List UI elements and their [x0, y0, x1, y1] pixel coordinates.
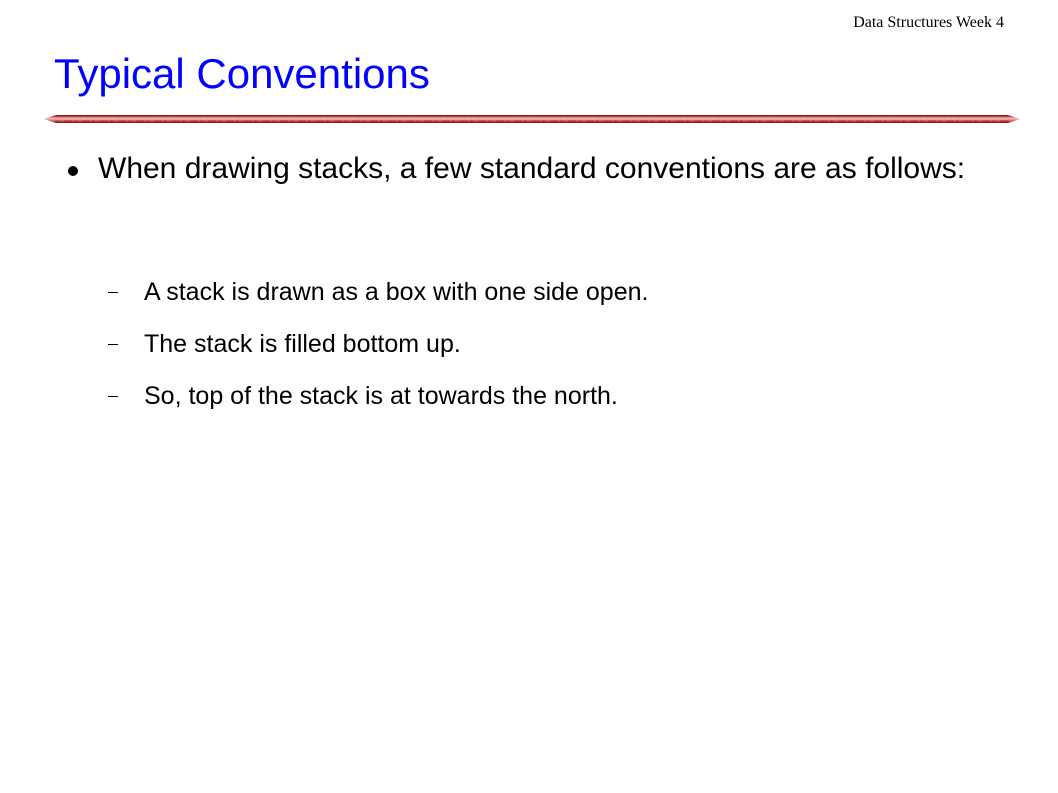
- sub-bullet-item: [106, 329, 1006, 359]
- sub-bullet-text: A stack is drawn as a box with one side open.: [144, 278, 649, 306]
- header-note: Data Structures Week 4: [853, 14, 1004, 31]
- sub-bullet-item: [106, 277, 1006, 307]
- bullet-item: [66, 144, 986, 194]
- dash-bullet-icon: [108, 396, 118, 397]
- bullet-text: When drawing stacks, a few standard conventions are as follows:: [98, 152, 966, 185]
- sub-bullet-item: [106, 381, 1006, 411]
- dash-bullet-icon: [108, 292, 118, 293]
- slide-title: Typical Conventions: [54, 50, 430, 97]
- bullet-dot-icon: [68, 166, 78, 176]
- dash-bullet-icon: [108, 344, 118, 345]
- sub-bullet-text: So, top of the stack is at towards the north.: [144, 382, 618, 410]
- sub-bullet-text: The stack is filled bottom up.: [144, 330, 461, 358]
